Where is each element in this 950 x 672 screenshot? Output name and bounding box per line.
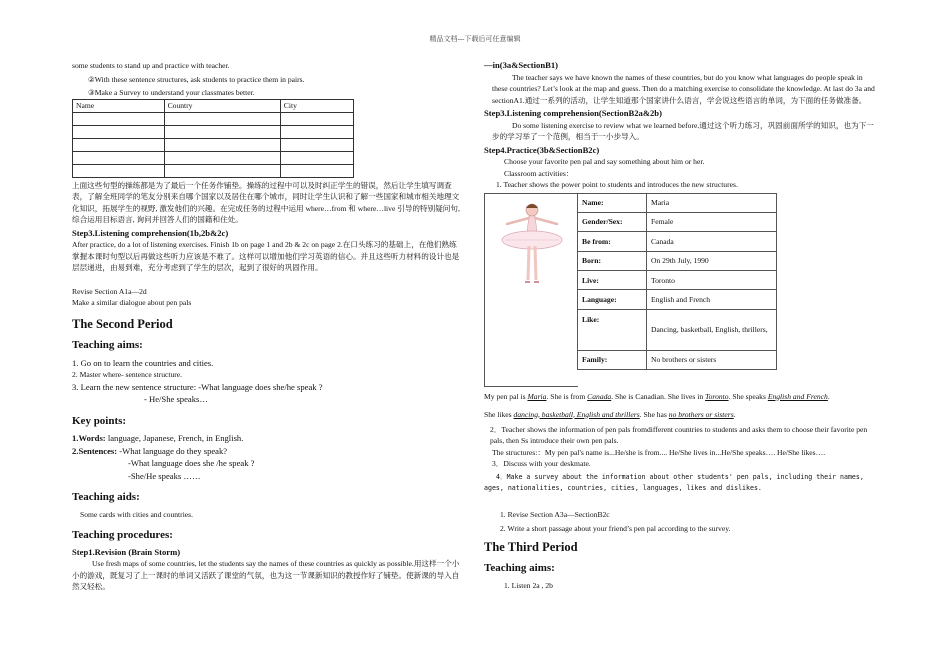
col-city-header: City [280,99,353,112]
table-row [73,151,354,164]
text-run: . [733,409,736,419]
activity-item: The structures:：My pen pal's name is...He/she is from.... He/She lives in...He/She speaks…. He/She likes…. [492,447,826,457]
table-row [578,232,777,251]
label: 2.Sentences: [72,445,118,456]
table-row [578,251,777,270]
table-row [578,290,777,309]
section-heading: Teaching aids: [72,491,140,503]
table-row [73,125,354,138]
table-row [73,138,354,151]
table-row [578,193,777,212]
pen-pal-card [484,193,879,388]
text-run: no brothers or sisters [668,409,734,419]
paragraph: Do some listening exercise to review what we learned before.通过这个听力练习，巩固前面所学的知识，也为下一步的学习举了一个范例，相当于一小步导入。 [492,120,874,141]
section-heading: Teaching aims: [484,562,555,574]
table-row [73,112,354,125]
field-value: Maria [647,193,777,212]
table-row [578,350,777,369]
paragraph: 上面这些句型的操练都是为了最后一个任务作铺垫。操练的过程中可以及时纠正学生的错误，然后让学生填写调查表，了解全班同学的笔友分别来自哪个国家以及居住在哪个城市，同时让学生认识和了解一些国家和城市相关地理文化知识，拓展学生的视野, 激发他们的兴趣。在完成任务的过程中运用 where…from 和 where…live 引导的特别疑问句, 综合运用目标语言, 询问并回答人们的国籍和住处。 [72,180,460,224]
text-run: Toronto [705,391,729,401]
paragraph: The teacher says we have known the names of these countries, but do you know what languages do people speak in these countries? Let’s look at the map and guess. Then do a matching exercise to consolidate the knowledge. At last do 3a and sectionA1.通过一系列的活动，让学生知道那个国家讲什么语言，学会说这些语言的单词，为下面的任务做准备。 [492,72,875,105]
col-name-header: Name [73,99,165,112]
aim-item: 1. Go on to learn the countries and cities. [72,357,214,368]
text-run: . She is from [546,391,588,401]
paragraph: After practice, do a lot of listening exercises. Finish 1b on page 1 and 2b & 2c on page 2.在口头练习的基础上，在他们熟练掌握本课时句型以后再做这些听力应该是不难了。这样可以增加他们学习英语的信心。并且这些听力材料的设计也是层层递进，由易到难，充分考虑到了学生的层次，起到了很好的巩固作用。 [72,240,460,272]
text-run: . She speaks [728,391,768,401]
step-heading: Step4.Practice(3b&SectionB2c) [484,144,600,155]
section-heading: Teaching aims: [72,339,143,351]
text: language, Japanese, French, in English. [105,433,244,443]
col-country-header: Country [164,99,280,112]
homework-item: 2. Write a short passage about your friend’s pen pal according to the survey. [500,523,731,533]
ballerina-icon [485,194,578,314]
text-run: She likes [484,409,514,419]
paragraph: some students to stand up and practice with teacher. [72,61,230,70]
paragraph: ②With these sentence structures, ask students to practice them in pairs. [88,74,305,84]
step-heading: Step3.Listening comprehension(SectionB2a&2b) [484,108,662,118]
field-value: Female [647,212,777,231]
paragraph: 1. Teacher shows the power point to students and introduces the new structures. [496,180,738,189]
field-label: Gender/Sex: [578,212,647,231]
field-value: Toronto [647,271,777,290]
step-heading: Step1.Revision (Brain Storm) [72,546,181,557]
section-heading: Teaching procedures: [72,529,173,541]
field-value: On 29th July, 1990 [647,251,777,270]
table-row [73,164,354,177]
text-run: English and French [767,391,828,401]
table-row [578,212,777,231]
homework-item: Revise Section A1a—2d [72,286,147,296]
paragraph: Use fresh maps of some countries, let the students say the names of these countries as quickly as possible.用这样一个小小的游戏，既复习了上一课时的单词又活跃了课堂的气氛，也为这一节课新知识的教授作好了铺垫。使新课的导入自然又轻松。 [72,559,460,591]
aim-item: 3. Learn the new sentence structure: -What language does she/he speak ? [72,381,323,392]
label: 1.Words: [72,433,106,443]
field-label: Born: [578,251,647,270]
paragraph: ③Make a Survey to understand your classmates better. [88,88,255,97]
pen-pal-paragraph [484,406,879,424]
text-run: Canada [587,391,612,401]
section-heading: Key points: [72,414,127,427]
pen-pal-paragraph [484,388,879,406]
homework-item: Make a similar dialogue about pen pals [72,298,192,307]
page-header: 精品文档---下载后可任意编辑 [429,35,521,43]
field-label: Like: [578,309,647,350]
sentence: -What language does she /he speak ? [128,458,255,468]
field-label: Live: [578,271,647,290]
section-title: The Second Period [72,316,173,331]
aim-item: 2. Master where- sentence structure. [72,370,183,379]
aim-item: - He/She speaks… [144,394,208,404]
paragraph: Some cards with cities and countries. [80,509,194,519]
text-run: Maria [527,391,547,401]
pen-pal-table [577,193,777,371]
aim-item: 1. Listen 2a , 2b [504,580,553,590]
step-heading: Step3.Listening comprehension(1b,2b&2c) [72,227,229,238]
left-column [72,60,464,593]
homework-item: 1. Revise Section A3a—SectionB2c [500,509,610,519]
activity-item: 2．Teacher shows the information of pen pals fromdifferent countries to students and asks them to choose their favorite pen pals, then Ss introduce their own pen pals. [490,424,868,445]
field-value: No brothers or sisters [647,350,777,369]
sentence: -She/He speaks …… [128,470,201,481]
activity-item: 3．Discuss with your deskmate. [492,459,591,468]
activity-item: 4．Make a survey about the information about other students' pen pals, including their names, ages, nationalities, countries, cities, languages, likes and dislikes. [484,472,864,492]
field-value: English and French [647,290,777,309]
text-run: . She has [639,409,669,419]
right-column [484,60,879,591]
text-run: My pen pal is [484,391,528,401]
table-row [578,309,777,350]
ballerina-illustration [484,193,578,387]
field-value: Dancing, basketball, English, thrillers, [647,309,777,350]
paragraph: Classroom activities： [504,168,574,178]
text-run: . [827,391,830,401]
text-run: . She is Canadian. She lives in [611,391,706,401]
step-heading: —in(3a&SectionB1) [484,60,558,70]
field-label: Name: [578,193,647,212]
text: -What language do they speak? [117,445,228,456]
section-title: The Third Period [484,539,578,554]
paragraph: Choose your favorite pen pal and say something about him or her. [504,157,705,166]
field-label: Be from: [578,232,647,251]
table-row [578,271,777,290]
text-run: dancing, basketball, English and thrillers [513,409,640,419]
field-label: Family: [578,350,647,369]
field-label: Language: [578,290,647,309]
field-value: Canada [647,232,777,251]
table-header-row [73,99,354,112]
survey-table [72,99,354,178]
